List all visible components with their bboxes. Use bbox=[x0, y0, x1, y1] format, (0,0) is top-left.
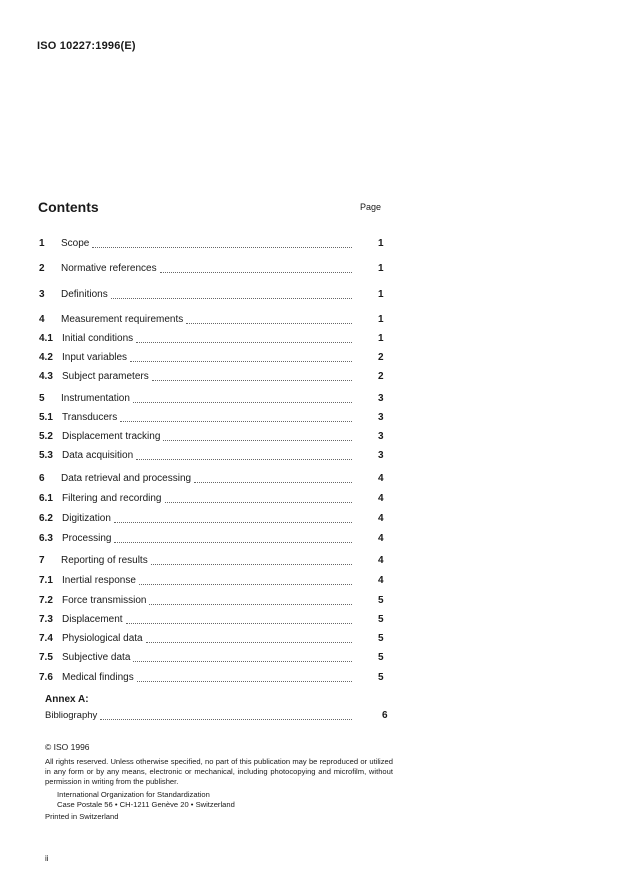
toc-entry-page: 5 bbox=[378, 652, 384, 663]
toc-entry-title: Definitions bbox=[61, 289, 108, 300]
toc-row[interactable] bbox=[0, 289, 628, 303]
toc-entry-number: 4.2 bbox=[39, 352, 53, 363]
annex-heading: Annex A: bbox=[45, 694, 89, 705]
dot-leader bbox=[152, 380, 352, 381]
toc-entry-page: 5 bbox=[378, 614, 384, 625]
toc-entry-number: 7.3 bbox=[39, 614, 53, 625]
toc-row-bibliography[interactable] bbox=[0, 710, 628, 724]
toc-row[interactable] bbox=[0, 513, 628, 527]
publisher-location: Case Postale 56 • CH-1211 Genève 20 • Switzerland bbox=[57, 800, 235, 809]
dot-leader bbox=[186, 323, 352, 324]
toc-entry-title: Scope bbox=[61, 238, 90, 249]
dot-leader bbox=[136, 342, 352, 343]
publisher-name: International Organization for Standardization bbox=[57, 790, 210, 799]
toc-entry-title: Bibliography bbox=[45, 710, 98, 721]
toc-entry-number: 7 bbox=[39, 555, 45, 566]
page-column-label: Page bbox=[360, 202, 382, 212]
toc-entry-page: 3 bbox=[378, 412, 384, 423]
toc-entry-page: 1 bbox=[378, 289, 384, 300]
toc-entry-page: 2 bbox=[378, 352, 384, 363]
toc-entry-number: 5.1 bbox=[39, 412, 53, 423]
toc-entry-title: Initial conditions bbox=[62, 333, 134, 344]
dot-leader bbox=[100, 719, 352, 720]
toc-row[interactable] bbox=[0, 431, 628, 445]
dot-leader bbox=[151, 564, 352, 565]
toc-entry-number: 7.1 bbox=[39, 575, 53, 586]
toc-entry-number: 1 bbox=[39, 238, 45, 249]
toc-entry-page: 2 bbox=[378, 371, 384, 382]
dot-leader bbox=[120, 421, 352, 422]
toc-entry-title: Processing bbox=[62, 533, 112, 544]
dot-leader bbox=[126, 623, 352, 624]
toc-row[interactable] bbox=[0, 473, 628, 487]
dot-leader bbox=[146, 642, 352, 643]
toc-entry-page: 3 bbox=[378, 450, 384, 461]
toc-entry-page: 5 bbox=[378, 633, 384, 644]
toc-entry-title: Instrumentation bbox=[61, 393, 130, 404]
toc-row[interactable] bbox=[0, 450, 628, 464]
toc-row[interactable] bbox=[0, 555, 628, 569]
toc-entry-number: 4.3 bbox=[39, 371, 53, 382]
toc-entry-title: Displacement bbox=[62, 614, 123, 625]
dot-leader bbox=[111, 298, 352, 299]
dot-leader bbox=[137, 681, 352, 682]
dot-leader bbox=[160, 272, 352, 273]
toc-row[interactable] bbox=[0, 614, 628, 628]
toc-entry-title: Transducers bbox=[62, 412, 118, 423]
toc-row[interactable] bbox=[0, 371, 628, 385]
toc-entry-title: Data acquisition bbox=[62, 450, 134, 461]
toc-entry-title: Data retrieval and processing bbox=[61, 473, 192, 484]
toc-entry-title: Input variables bbox=[62, 352, 128, 363]
dot-leader bbox=[114, 522, 352, 523]
toc-entry-title: Force transmission bbox=[62, 595, 147, 606]
toc-row[interactable] bbox=[0, 352, 628, 366]
toc-entry-page: 1 bbox=[378, 314, 384, 325]
toc-entry-page: 3 bbox=[378, 431, 384, 442]
dot-leader bbox=[92, 247, 352, 248]
toc-entry-page: 4 bbox=[378, 555, 384, 566]
toc-row[interactable] bbox=[0, 314, 628, 328]
toc-entry-title: Displacement tracking bbox=[62, 431, 161, 442]
toc-entry-title: Measurement requirements bbox=[61, 314, 184, 325]
toc-row[interactable] bbox=[0, 575, 628, 589]
toc-entry-number: 3 bbox=[39, 289, 45, 300]
dot-leader bbox=[133, 402, 352, 403]
toc-entry-number: 6.1 bbox=[39, 493, 53, 504]
toc-entry-number: 7.6 bbox=[39, 672, 53, 683]
dot-leader bbox=[163, 440, 352, 441]
toc-entry-title: Medical findings bbox=[62, 672, 134, 683]
toc-entry-number: 6 bbox=[39, 473, 45, 484]
toc-entry-page: 1 bbox=[378, 263, 384, 274]
toc-entry-number: 5 bbox=[39, 393, 45, 404]
toc-entry-page: 4 bbox=[378, 473, 384, 484]
toc-entry-page: 4 bbox=[378, 493, 384, 504]
toc-row[interactable] bbox=[0, 393, 628, 407]
toc-entry-number: 6.2 bbox=[39, 513, 53, 524]
toc-entry-title: Digitization bbox=[62, 513, 111, 524]
dot-leader bbox=[165, 502, 353, 503]
dot-leader bbox=[114, 542, 352, 543]
publisher-address bbox=[57, 790, 235, 810]
toc-entry-title: Reporting of results bbox=[61, 555, 148, 566]
dot-leader bbox=[136, 459, 352, 460]
dot-leader bbox=[149, 604, 352, 605]
toc-row[interactable] bbox=[0, 263, 628, 277]
toc-row[interactable] bbox=[0, 238, 628, 252]
contents-heading: Contents bbox=[38, 199, 99, 215]
dot-leader bbox=[139, 584, 352, 585]
toc-entry-number: 4.1 bbox=[39, 333, 53, 344]
toc-entry-title: Physiological data bbox=[62, 633, 143, 644]
toc-entry-page: 5 bbox=[378, 672, 384, 683]
toc-entry-number: 7.4 bbox=[39, 633, 53, 644]
printed-in: Printed in Switzerland bbox=[45, 812, 119, 821]
toc-entry-number: 7.5 bbox=[39, 652, 53, 663]
toc-entry-title: Subjective data bbox=[62, 652, 131, 663]
toc-entry-number: 4 bbox=[39, 314, 45, 325]
toc-entry-page: 6 bbox=[382, 710, 388, 721]
dot-leader bbox=[133, 661, 352, 662]
toc-entry-page: 5 bbox=[378, 595, 384, 606]
toc-entry-number: 5.2 bbox=[39, 431, 53, 442]
toc-entry-page: 3 bbox=[378, 393, 384, 404]
toc-entry-title: Subject parameters bbox=[62, 371, 149, 382]
toc-row[interactable] bbox=[0, 672, 628, 686]
toc-row[interactable] bbox=[0, 412, 628, 426]
toc-row[interactable] bbox=[0, 652, 628, 666]
toc-entry-page: 1 bbox=[378, 333, 384, 344]
toc-entry-number: 5.3 bbox=[39, 450, 53, 461]
toc-entry-number: 7.2 bbox=[39, 595, 53, 606]
toc-entry-page: 4 bbox=[378, 533, 384, 544]
dot-leader bbox=[130, 361, 352, 362]
toc-row[interactable] bbox=[0, 595, 628, 609]
toc-entry-page: 4 bbox=[378, 513, 384, 524]
dot-leader bbox=[194, 482, 352, 483]
toc-row[interactable] bbox=[0, 633, 628, 647]
rights-statement: All rights reserved. Unless otherwise specified, no part of this publication may be reproduced or utilized in any form or by any means, electronic or mechanical, including photocopying and microfilm, without permission in writing from the publisher. bbox=[45, 757, 393, 786]
toc-row[interactable] bbox=[0, 533, 628, 547]
page-number: ii bbox=[45, 854, 49, 863]
toc-entry-page: 4 bbox=[378, 575, 384, 586]
toc-entry-title: Normative references bbox=[61, 263, 157, 274]
toc-row[interactable] bbox=[0, 333, 628, 347]
toc-entry-title: Inertial response bbox=[62, 575, 136, 586]
copyright-notice: © ISO 1996 bbox=[45, 742, 90, 752]
toc-entry-title: Filtering and recording bbox=[62, 493, 162, 504]
document-id: ISO 10227:1996(E) bbox=[37, 40, 136, 52]
toc-entry-page: 1 bbox=[378, 238, 384, 249]
toc-entry-number: 2 bbox=[39, 263, 45, 274]
toc-row[interactable] bbox=[0, 493, 628, 507]
toc-entry-number: 6.3 bbox=[39, 533, 53, 544]
